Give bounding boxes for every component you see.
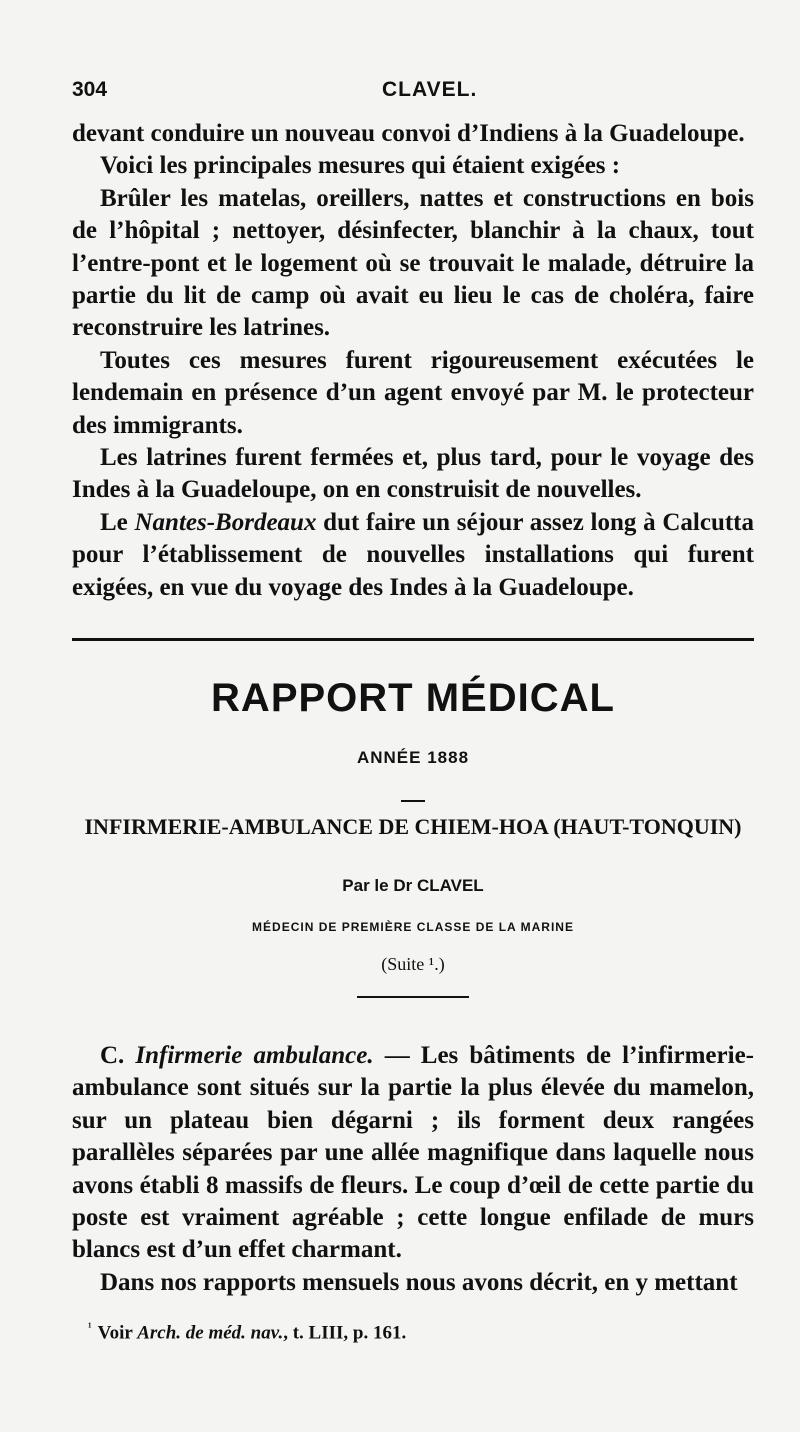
section-label: C. xyxy=(100,1042,136,1069)
page-number: 304 xyxy=(72,78,108,101)
ship-name: Nantes-Bordeaux xyxy=(134,508,317,536)
footnote-after: , t. LIII, p. 161. xyxy=(283,1322,407,1344)
p6-before: Le xyxy=(100,508,135,536)
author-rank: MÉDECIN DE PREMIÈRE CLASSE DE LA MARINE xyxy=(252,920,574,934)
short-rule xyxy=(357,996,469,998)
intro-paragraph-2: Voici les principales mesures qui étaient exigées : xyxy=(100,152,621,180)
intro-paragraph-6 xyxy=(72,507,754,604)
section-text xyxy=(72,1040,754,1299)
footnote-before: Voir xyxy=(97,1322,138,1344)
report-title: RAPPORT MÉDICAL xyxy=(211,676,615,720)
running-head-author: CLAVEL. xyxy=(382,78,478,101)
report-place: INFIRMERIE-AMBULANCE DE CHIEM-HOA (HAUT-TONQUIN) xyxy=(84,814,742,839)
p6-after: dut faire un séjour assez long à Calcutta pour l’établissement de nouvelles installations qui furent exigées, en vue du voyage des Indes à la Guadeloupe. xyxy=(72,508,754,601)
continuation-note: (Suite ¹.) xyxy=(381,954,445,974)
intro-paragraph-4: Toutes ces mesures furent rigoureusement exécutées le lendemain en présence d’un agent envoyé par M. le protecteur des immigrants. xyxy=(72,346,754,439)
intro-paragraph-1: devant conduire un nouveau convoi d’Indiens à la Guadeloupe. xyxy=(72,120,745,147)
section-paragraph-1 xyxy=(72,1040,754,1267)
small-dash xyxy=(401,800,425,802)
footnote xyxy=(88,1320,748,1344)
intro-paragraph-3: Brûler les matelas, oreillers, nattes et constructions en bois de l’hôpital ; nettoyer, désinfecter, blanchir à la chaux, tout l’entre-pont et le logement où se trouvait le malade, détruire la partie du lit de camp où avait eu lieu le cas de choléra, faire reconstruire les latrines. xyxy=(72,184,754,342)
footnote-journal: Arch. de méd. nav. xyxy=(137,1322,284,1344)
report-byline: Par le Dr CLAVEL xyxy=(342,876,484,895)
intro-text xyxy=(72,118,754,604)
section-divider xyxy=(72,638,754,641)
intro-paragraph-5: Les latrines furent fermées et, plus tard, pour le voyage des Indes à la Guadeloupe, on en construisit de nouvelles. xyxy=(72,444,754,504)
section-p1-rest: — Les bâtiments de l’infirmerie-ambulance sont situés sur la partie la plus élevée du mamelon, sur un plateau bien dégarni ; ils forment deux rangées parallèles séparées par une allée magnifique dans laquelle nous avons établi 8 massifs de fleurs. Le coup d’œil de cette partie du poste est vraiment agréable ; cette longue enfilade de murs blancs est d’un effet charmant. xyxy=(72,1042,754,1264)
running-header xyxy=(72,78,752,110)
section-heading: Infirmerie ambulance. xyxy=(135,1042,374,1069)
footnote-marker: ¹ xyxy=(88,1320,92,1334)
report-year: ANNÉE 1888 xyxy=(356,748,470,767)
section-paragraph-2: Dans nos rapports mensuels nous avons décrit, en y mettant xyxy=(100,1268,738,1296)
